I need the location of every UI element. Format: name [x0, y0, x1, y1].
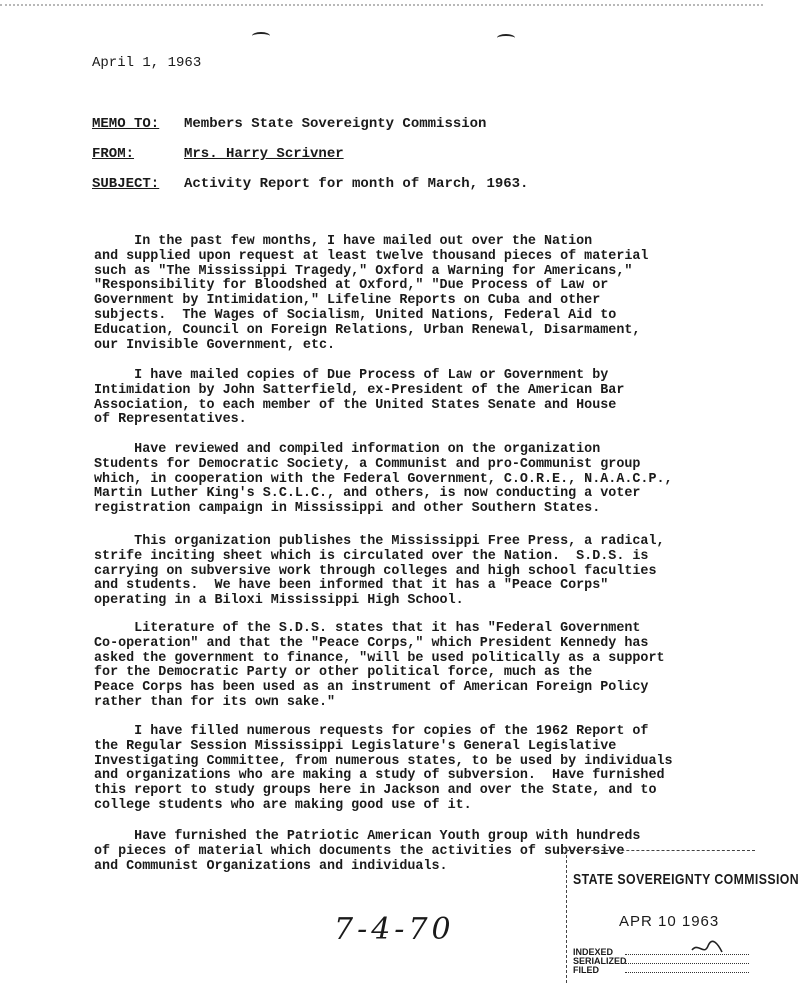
page-top-dotted-border [0, 4, 763, 6]
memo-to-row [92, 116, 486, 132]
stamp-title: STATE SOVEREIGNTY COMMISSION [573, 871, 799, 888]
paragraph-6: I have filled numerous requests for copies of the 1962 Report of the Regular Session Mississippi Legislature's General Legislative Investigating Committee, from numerous states, to be used by individuals and organizations who are making a study of subversion. Have furnished this report to study groups here in Jackson and over the State, and to college students who are making good use of it. [94, 724, 673, 813]
punch-mark [497, 34, 515, 42]
memo-subject-value: Activity Report for month of March, 1963. [184, 176, 529, 192]
stamp-date: APR 10 1963 [619, 913, 720, 930]
received-stamp [566, 850, 799, 983]
memo-from-value: Mrs. Harry Scrivner [184, 146, 344, 162]
memo-from-label: FROM: [92, 146, 135, 162]
paragraph-7: Have furnished the Patriotic American Youth group with hundreds of pieces of material which documents the activities of subversive and Communist Organizations and individuals. [94, 829, 641, 874]
memo-subject-row [92, 176, 528, 192]
memo-to-value: Members State Sovereignty Commission [184, 116, 487, 132]
memo-to-label: MEMO TO: [92, 116, 160, 132]
paragraph-5: Literature of the S.D.S. states that it has "Federal Government Co-operation" and that the "Peace Corps," which President Kennedy has asked the government to finance, "will be used politically as a support for the Democratic Party or other political force, much as the Peace Corps has been used as an instrument of American Foreign Policy rather than for its own sake." [94, 621, 665, 710]
stamp-filed-line: FILED [573, 965, 749, 975]
paragraph-1: In the past few months, I have mailed out over the Nation and supplied upon request at least twelve thousand pieces of material such as "The Mississippi Tragedy," Oxford a Warning for Americans," "Responsibility for Bloodshed at Oxford," "Due Process of Law or Government by Intimidation," Lifeline Reports on Cuba and other subjects. The Wages of Socialism, United Nations, Federal Aid to Education, Council on Foreign Relations, Urban Renewal, Disarmament, our Invisible Government, etc. [94, 234, 649, 353]
memo-from-row [92, 146, 344, 162]
memo-subject-label: SUBJECT: [92, 176, 160, 192]
initials-scribble-icon [690, 940, 724, 958]
paragraph-4: This organization publishes the Mississippi Free Press, a radical, strife inciting sheet which is circulated over the Nation. S.D.S. is carrying on subversive work through colleges and high school faculties and students. We have been informed that it has a "Peace Corps" operating in a Biloxi Mississippi High School. [94, 534, 665, 609]
handwritten-date-note: 7-4-70 [334, 912, 455, 947]
stamp-serialized-line: SERIALIZED [573, 956, 749, 966]
paragraph-3: Have reviewed and compiled information on the organization Students for Democratic Society, a Communist and pro-Communist group which, in cooperation with the Federal Government, C.O.R.E., N.A.A.C.P., Martin Luther King's S.C.L.C., and others, is now conducting a voter registration campaign in Mississippi and other Southern States. [94, 442, 673, 517]
punch-mark [252, 32, 270, 40]
memo-date: April 1, 1963 [92, 55, 202, 71]
paragraph-2: I have mailed copies of Due Process of Law or Government by Intimidation by John Satterfield, ex-President of the American Bar Association, to each member of the United States Senate and House of Representatives. [94, 368, 625, 428]
stamp-indexed-line: INDEXED [573, 947, 749, 957]
